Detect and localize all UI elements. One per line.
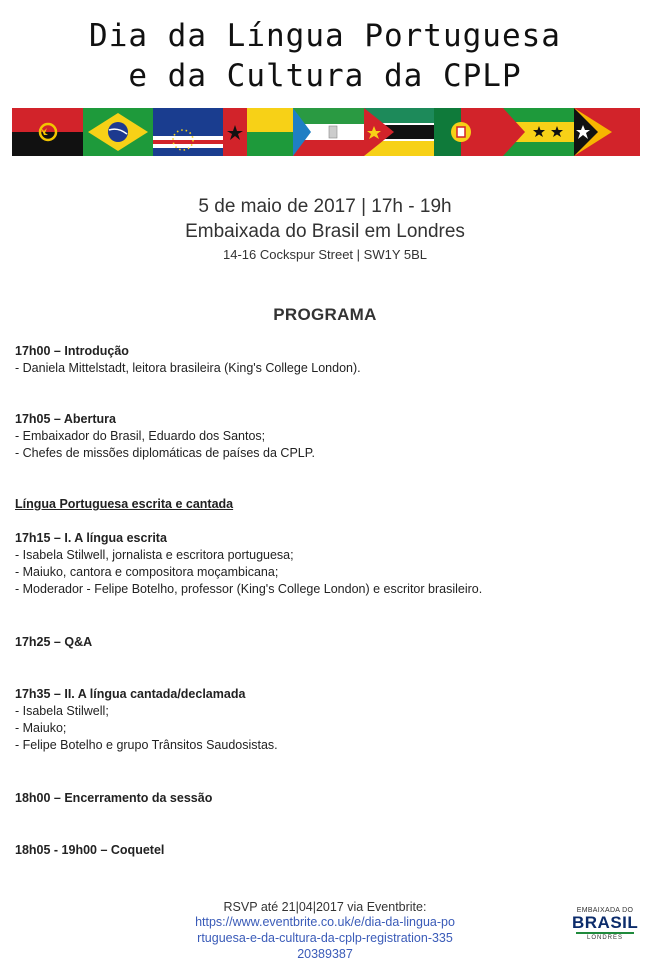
- cape-verde-flag: [153, 108, 223, 156]
- section-title: 17h05 – Abertura: [15, 412, 116, 426]
- section-title: 17h25 – Q&A: [15, 635, 93, 649]
- logo-main-text: BRASIL: [572, 913, 639, 932]
- page-title-line2: e da Cultura da CPLP: [128, 58, 522, 94]
- subheading-lingua-portuguesa: [15, 496, 635, 513]
- event-address: 14-16 Cockspur Street | SW1Y 5BL: [222, 247, 427, 262]
- section-abertura: [15, 411, 635, 462]
- cplp-flags-banner: [12, 108, 640, 156]
- section-lingua-escrita: [15, 530, 635, 598]
- section-introducao: [15, 343, 635, 377]
- list-item: - Isabela Stilwell, jornalista e escritora portuguesa;: [15, 548, 294, 562]
- portugal-flag: [434, 108, 503, 156]
- section-lingua-cantada: [15, 686, 635, 754]
- section-coquetel: [15, 842, 635, 859]
- list-item: - Maiuko, cantora e compositora moçambicana;: [15, 565, 279, 579]
- section-encerramento: [15, 790, 635, 807]
- list-item: - Isabela Stilwell;: [15, 704, 109, 718]
- guinea-bissau-flag: [223, 108, 293, 156]
- logo-top-text: EMBAIXADA DO: [576, 907, 634, 914]
- list-item: - Maiuko;: [15, 721, 67, 735]
- list-item: - Daniela Mittelstadt, leitora brasileira (King's College London).: [15, 361, 361, 375]
- subheading-text: Língua Portuguesa escrita e cantada: [15, 497, 234, 511]
- event-date: 5 de maio de 2017 | 17h - 19h: [198, 196, 452, 217]
- programa-heading: PROGRAMA: [273, 305, 377, 324]
- section-qa: [15, 634, 635, 651]
- section-title: 18h00 – Encerramento da sessão: [15, 791, 213, 805]
- list-item: - Felipe Botelho e grupo Trânsitos Saudosistas.: [15, 738, 278, 752]
- section-title: 17h35 – II. A língua cantada/declamada: [15, 687, 246, 701]
- logo-divider: [576, 932, 634, 934]
- page-title-line1: Dia da Língua Portuguesa: [89, 18, 561, 54]
- rsvp-text: RSVP até 21|04|2017 via Eventbrite:: [223, 900, 427, 914]
- timor-leste-flag: [574, 108, 640, 156]
- angola-flag: [12, 108, 83, 156]
- logo-bottom-text: LONDRES: [586, 935, 623, 941]
- event-venue: Embaixada do Brasil em Londres: [185, 221, 465, 242]
- list-item: - Embaixador do Brasil, Eduardo dos Santos;: [15, 429, 266, 443]
- eventbrite-link[interactable]: https://www.eventbrite.co.uk/e/dia-da-lingua-portuguesa-e-da-cultura-da-cplp-registration-33520389387: [195, 915, 455, 961]
- mozambique-flag: [364, 108, 434, 156]
- section-title: 17h15 – I. A língua escrita: [15, 531, 167, 545]
- equatorial-guinea-flag: [293, 108, 364, 156]
- list-item: - Chefes de missões diplomáticas de países da CPLP.: [15, 446, 315, 460]
- section-title: 18h05 - 19h00 – Coquetel: [15, 843, 165, 857]
- sao-tome-flag: [503, 108, 574, 156]
- embaixada-brasil-logo: [572, 907, 638, 941]
- brazil-flag: [83, 108, 153, 156]
- list-item: - Moderador - Felipe Botelho, professor (King's College London) e escritor brasileiro.: [15, 582, 483, 596]
- section-title: 17h00 – Introdução: [15, 344, 129, 358]
